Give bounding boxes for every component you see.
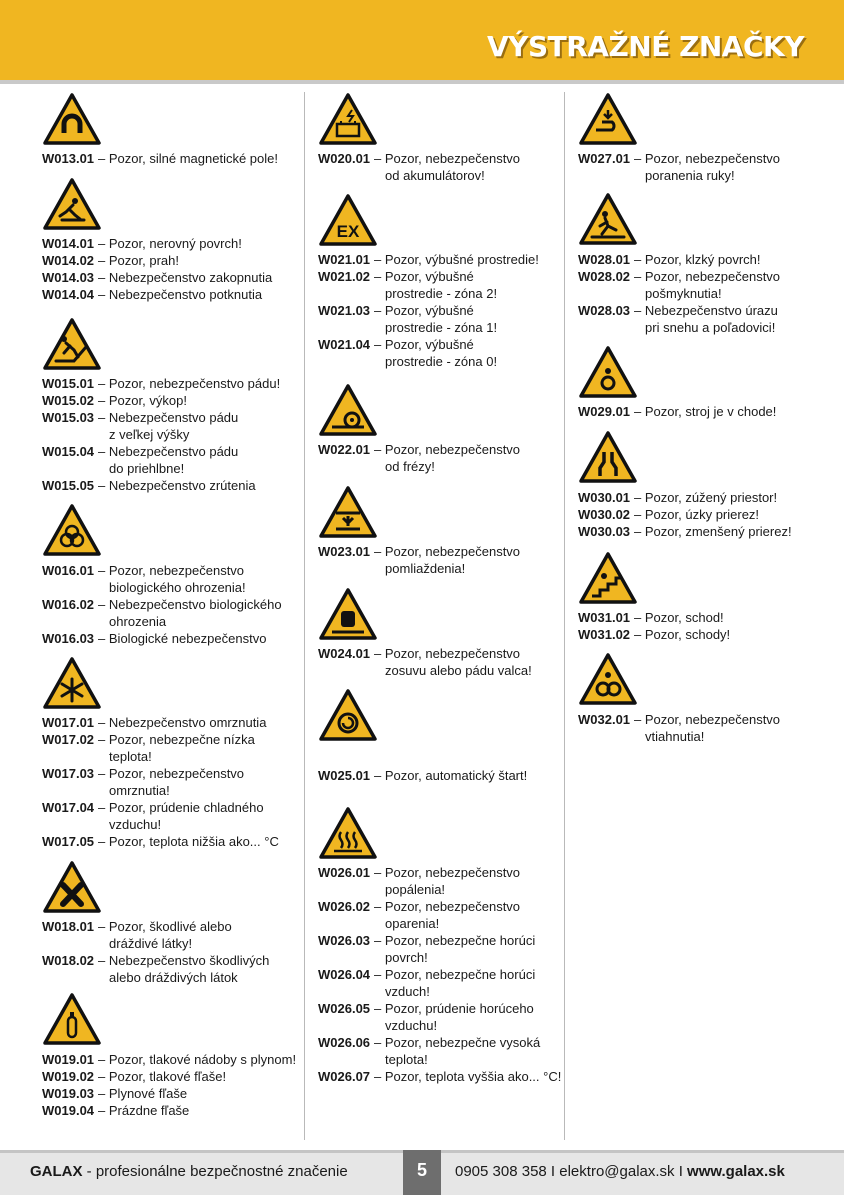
sign-description: – Pozor, nebezpečenstvo pádu! [98,376,281,391]
sign-description: – Pozor, nebezpečenstvo [374,899,521,914]
sign-entry [318,543,520,560]
sign-description: – Pozor, nebezpečenstvo [374,442,521,457]
sign-code: W030.03 [578,524,631,539]
sign-description: – Biologické nebezpečenstvo [98,631,267,646]
sign-code: W021.03 [318,303,371,318]
sign-code: W019.04 [42,1103,95,1118]
header-divider [0,80,844,84]
sign-description-continued: popálenia! [385,882,446,897]
sign-entry [42,269,272,286]
sign-group-w025 [318,767,527,784]
sign-description: – Pozor, tlakové nádoby s plynom! [98,1052,297,1067]
sign-code: W014.03 [42,270,95,285]
sign-entry [318,767,527,784]
sign-description: – Pozor, nebezpečenstvo [98,766,245,781]
sign-entry-continuation [318,881,561,898]
sign-group-w020 [318,150,520,184]
sign-code: W023.01 [318,544,371,559]
sign-code: W021.01 [318,252,371,267]
sign-code: W017.01 [42,715,95,730]
sign-code: W027.01 [578,151,631,166]
sign-description: – Pozor, nebezpečne horúci [374,933,536,948]
sign-description: – Pozor, silné magnetické pole! [98,151,278,166]
sign-description: – Pozor, stroj je v chode! [634,404,777,419]
sign-description: – Pozor, zmenšený prierez! [634,524,792,539]
sign-entry [318,645,532,662]
page-header [0,0,844,80]
biohazard-icon [42,503,102,557]
sign-description: – Pozor, schody! [634,627,731,642]
sign-entry-continuation [42,460,280,477]
snowflake-icon [42,656,102,710]
sign-entry [42,1068,296,1085]
sign-description: – Nebezpečenstvo pádu [98,444,239,459]
sign-code: W024.01 [318,646,371,661]
sign-entry [42,952,269,969]
sign-code: W026.04 [318,967,371,982]
sign-description: – Pozor, teplota nižšia ako... °C [98,834,279,849]
sign-entry [318,1068,561,1085]
harmful-cross-icon [42,860,102,914]
sign-entry [42,562,282,579]
sign-description: – Pozor, škodlivé alebo [98,919,232,934]
sign-description: – Pozor, zúžený priestor! [634,490,778,505]
sign-entry [578,609,730,626]
sign-code: W026.06 [318,1035,371,1050]
battery-icon [318,92,378,146]
sign-entry [318,302,539,319]
sign-group-w022 [318,441,520,475]
entanglement-icon [578,652,638,706]
sign-description-continued: prostredie - zóna 1! [385,320,498,335]
sign-description: – Pozor, nebezpečenstvo [374,544,521,559]
sign-code: W017.03 [42,766,95,781]
sign-description: – Pozor, klzký povrch! [634,252,761,267]
sign-description: – Pozor, schod! [634,610,724,625]
sign-description: – Pozor, nebezpečenstvo [634,712,781,727]
sign-entry [578,251,780,268]
sign-code: W032.01 [578,712,631,727]
sign-description: – Pozor, prúdenie chladného [98,800,264,815]
sign-entry [318,898,561,915]
sign-entry-continuation [318,319,539,336]
sign-code: W017.02 [42,732,95,747]
slippery-surface-icon [578,192,638,246]
sign-entry [578,523,792,540]
sign-description-continued: teplota! [109,749,152,764]
sign-description: – Pozor, nebezpečenstvo [374,646,521,661]
sign-code: W026.03 [318,933,371,948]
sign-description-continued: vzduch! [385,984,430,999]
sign-description-continued: zosuvu alebo pádu valca! [385,663,532,678]
sign-entry [42,235,272,252]
footer-website-link[interactable]: www.galax.sk [687,1163,785,1180]
sign-entry [578,489,792,506]
sign-code: W017.04 [42,800,95,815]
sign-group-w017 [42,714,279,850]
sign-code: W026.01 [318,865,371,880]
sign-entry [318,268,539,285]
sign-description: – Nebezpečenstvo pádu [98,410,239,425]
column-divider [304,92,305,1140]
sign-group-w013 [42,150,278,167]
sign-description: – Pozor, nebezpečenstvo [374,151,521,166]
sign-description-continued: dráždivé látky! [109,936,193,951]
narrowing-icon [578,430,638,484]
sign-description: – Pozor, nebezpečenstvo [98,563,245,578]
sign-entry [42,596,282,613]
sign-group-w016 [42,562,282,647]
sign-code: W019.03 [42,1086,95,1101]
sign-entry [318,441,520,458]
sign-description: – Pozor, automatický štart! [374,768,528,783]
sign-code: W018.02 [42,953,95,968]
sign-description-continued: alebo dráždivých látok [109,970,238,985]
sign-entry [318,1000,561,1017]
sign-code: W019.01 [42,1052,95,1067]
sign-code: W029.01 [578,404,631,419]
sign-entry [42,765,279,782]
sign-entry [42,150,278,167]
footer-tagline: - profesionálne bezpečnostné značenie [82,1163,348,1180]
sign-description: – Nebezpečenstvo úrazu [634,303,778,318]
page-number: 5 [403,1150,441,1195]
milling-cutter-icon [318,383,378,437]
sign-group-w014 [42,235,272,303]
sign-entry [42,833,279,850]
sign-code: W013.01 [42,151,95,166]
sign-group-w015 [42,375,280,494]
sign-description: – Pozor, výbušné [374,303,474,318]
sign-group-w027 [578,150,780,184]
sign-group-w026 [318,864,561,1085]
machine-running-icon [578,345,638,399]
sign-description: – Pozor, nebezpečne horúci [374,967,536,982]
sign-code: W031.01 [578,610,631,625]
sign-description: – Pozor, nebezpečenstvo [374,865,521,880]
sign-code: W015.03 [42,410,95,425]
sign-code: W022.01 [318,442,371,457]
footer-contact: 0905 308 358 I elektro@galax.sk I [455,1163,688,1180]
sign-entry-continuation [318,915,561,932]
sign-description-continued: biologického ohrozenia! [109,580,246,595]
sign-entry [42,392,280,409]
sign-description-continued: povrch! [385,950,428,965]
sign-description: – Plynové fľaše [98,1086,188,1101]
page-title: VÝSTRAŽNÉ ZNAČKY [487,30,804,63]
sign-description: – Pozor, výbušné [374,337,474,352]
hot-surface-icon [318,806,378,860]
sign-description: – Nebezpečenstvo biologického [98,597,282,612]
sign-group-w024 [318,645,532,679]
sign-entry-continuation [42,748,279,765]
falling-icon [42,317,102,371]
sign-entry-continuation [42,579,282,596]
sign-group-w019 [42,1051,296,1119]
sign-entry-continuation [318,1051,561,1068]
sign-code: W020.01 [318,151,371,166]
sign-description-continued: oparenia! [385,916,440,931]
sign-entry-continuation [318,662,532,679]
sign-description: – Nebezpečenstvo omrznutia [98,715,267,730]
sign-entry-continuation [318,167,520,184]
sign-description: – Pozor, nebezpečenstvo [634,151,781,166]
sign-code: W015.02 [42,393,95,408]
roller-icon [318,587,378,641]
sign-code: W015.01 [42,376,95,391]
sign-code: W026.02 [318,899,371,914]
sign-code: W028.03 [578,303,631,318]
sign-entry [578,268,780,285]
sign-entry [318,1034,561,1051]
footer-brand-line [30,1163,348,1180]
sign-code: W015.05 [42,478,95,493]
sign-entry [318,150,520,167]
magnet-icon [42,92,102,146]
sign-description: – Pozor, nebezpečne nízka [98,732,255,747]
sign-code: W014.02 [42,253,95,268]
sign-entry [42,799,279,816]
sign-code: W016.02 [42,597,95,612]
sign-description: – Pozor, výkop! [98,393,187,408]
sign-entry [42,714,279,731]
automatic-start-icon [318,688,378,742]
sign-entry-continuation [318,1017,561,1034]
hand-injury-icon [578,92,638,146]
sign-description-continued: od akumulátorov! [385,168,485,183]
sign-entry [578,403,776,420]
sign-entry [42,1051,296,1068]
sign-entry-continuation [578,285,780,302]
sign-entry [42,252,272,269]
sign-entry-continuation [318,949,561,966]
sign-description-continued: poranenia ruky! [645,168,735,183]
sign-code: W021.04 [318,337,371,352]
sign-description: – Pozor, prah! [98,253,179,268]
sign-description: – Pozor, úzky prierez! [634,507,760,522]
sign-group-w018 [42,918,269,986]
sign-description-continued: vzduchu! [385,1018,438,1033]
sign-code: W015.04 [42,444,95,459]
sign-entry [578,302,780,319]
sign-description: – Pozor, nebezpečne vysoká [374,1035,541,1050]
sign-code: W028.01 [578,252,631,267]
sign-description: – Nebezpečenstvo potknutia [98,287,263,302]
sign-code: W019.02 [42,1069,95,1084]
svg-text:EX: EX [336,222,360,241]
column-divider [564,92,565,1140]
sign-description: – Pozor, výbušné prostredie! [374,252,539,267]
sign-code: W021.02 [318,269,371,284]
sign-entry [42,1085,296,1102]
sign-description: – Pozor, výbušné [374,269,474,284]
stairs-icon [578,551,638,605]
page-footer [0,1150,844,1195]
sign-description: – Nebezpečenstvo zrútenia [98,478,256,493]
sign-description-continued: vzduchu! [109,817,162,832]
sign-entry [42,1102,296,1119]
sign-entry [578,626,730,643]
sign-entry-continuation [318,983,561,1000]
sign-code: W026.05 [318,1001,371,1016]
sign-entry [318,932,561,949]
sign-group-w021 [318,251,539,370]
sign-code: W014.04 [42,287,95,302]
sign-entry-continuation [578,167,780,184]
explosive-atmosphere-icon [318,193,378,247]
sign-description: – Pozor, nebezpečenstvo [634,269,781,284]
sign-entry-continuation [318,353,539,370]
sign-code: W028.02 [578,269,631,284]
sign-description-continued: prostredie - zóna 0! [385,354,498,369]
sign-entry [318,336,539,353]
sign-entry-continuation [42,816,279,833]
sign-group-w031 [578,609,730,643]
sign-code: W016.03 [42,631,95,646]
sign-entry-continuation [42,782,279,799]
sign-entry-continuation [578,728,780,745]
sign-entry-continuation [578,319,780,336]
sign-description: – Pozor, tlakové fľaše! [98,1069,227,1084]
sign-description-continued: pošmyknutia! [645,286,722,301]
sign-code: W030.01 [578,490,631,505]
sign-code: W030.02 [578,507,631,522]
sign-group-w029 [578,403,776,420]
sign-description-continued: z veľkej výšky [109,427,190,442]
sign-description: – Pozor, prúdenie horúceho [374,1001,534,1016]
sign-code: W016.01 [42,563,95,578]
sign-entry [318,251,539,268]
sign-description-continued: pri snehu a poľadovici! [645,320,776,335]
sign-entry [318,864,561,881]
tripping-icon [42,177,102,231]
sign-description: – Prázdne fľaše [98,1103,190,1118]
sign-entry [42,443,280,460]
sign-description: – Pozor, nerovný povrch! [98,236,242,251]
sign-entry [42,409,280,426]
sign-description-continued: teplota! [385,1052,428,1067]
sign-description: – Nebezpečenstvo škodlivých [98,953,270,968]
sign-description-continued: omrznutia! [109,783,170,798]
sign-entry [578,150,780,167]
sign-code: W025.01 [318,768,371,783]
sign-description-continued: ohrozenia [109,614,167,629]
sign-description-continued: vtiahnutia! [645,729,705,744]
sign-description-continued: prostredie - zóna 2! [385,286,498,301]
sign-description-continued: od frézy! [385,459,435,474]
sign-entry-continuation [318,285,539,302]
sign-description: – Pozor, teplota vyššia ako... °C! [374,1069,562,1084]
sign-code: W014.01 [42,236,95,251]
sign-entry [42,477,280,494]
footer-brand: GALAX [30,1163,83,1180]
sign-entry [42,918,269,935]
sign-code: W017.05 [42,834,95,849]
sign-entry [42,630,282,647]
sign-entry-continuation [42,969,269,986]
sign-entry [42,286,272,303]
sign-group-w023 [318,543,520,577]
sign-group-w032 [578,711,780,745]
sign-description: – Nebezpečenstvo zakopnutia [98,270,273,285]
sign-entry [42,375,280,392]
gas-cylinder-icon [42,992,102,1046]
crushing-icon [318,485,378,539]
sign-entry [578,506,792,523]
sign-entry-continuation [42,426,280,443]
sign-code: W026.07 [318,1069,371,1084]
sign-entry-continuation [318,458,520,475]
sign-entry [318,966,561,983]
sign-description-continued: do priehlbne! [109,461,185,476]
sign-description-continued: pomliaždenia! [385,561,466,576]
sign-entry-continuation [42,613,282,630]
sign-entry-continuation [318,560,520,577]
sign-code: W031.02 [578,627,631,642]
sign-entry [42,731,279,748]
sign-group-w030 [578,489,792,540]
sign-entry [578,711,780,728]
sign-entry-continuation [42,935,269,952]
sign-code: W018.01 [42,919,95,934]
footer-contact-line [455,1163,785,1180]
sign-group-w028 [578,251,780,336]
